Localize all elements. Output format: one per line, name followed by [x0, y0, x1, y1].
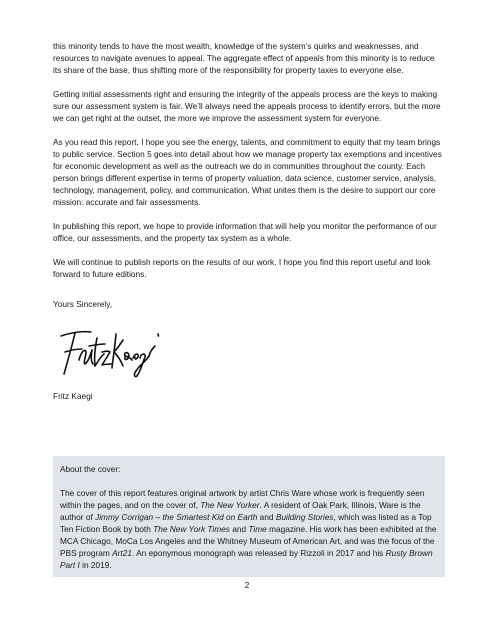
- cover-text-segment: Time: [248, 524, 267, 534]
- cover-text-segment: The New Yorker: [200, 500, 260, 510]
- cover-box-text: [60, 487, 437, 571]
- about-the-cover-box: [53, 456, 445, 577]
- cover-box-title: About the cover:: [60, 464, 121, 474]
- letter-body: [53, 40, 445, 402]
- cover-text-segment: . A resident of Oak Park, Illinois, Ware is the author of: [60, 500, 421, 522]
- cover-text-segment: magazine. His work has been exhibited at the MCA Chicago, MoCa Los Angeles and the Whitney Museum of American Art, and was the focus of the PBS program: [60, 524, 437, 558]
- cover-text-segment: The New York Times: [153, 524, 230, 534]
- cover-text-segment: The cover of this report features original artwork by artist Chris Ware whose work is frequently seen within the pages, and on the cover of,: [60, 488, 425, 510]
- body-paragraph: this minority tends to have the most wealth, knowledge of the system’s quirks and weaknesses, and resources to navigate avenues to appeal. The aggregate effect of appeals from this minority is to reduce its share of the base, thus shifting more of the responsibility for property taxes to everyone else.: [53, 41, 435, 75]
- cover-text-segment: Jimmy Corrigan – the Smartest Kid on Earth: [95, 512, 258, 522]
- cover-text-segment: . An eponymous monograph was released by Rizzoli in 2017 and his: [131, 548, 386, 558]
- cover-text-segment: Art21: [112, 548, 132, 558]
- closing-salutation: Yours Sincerely,: [53, 299, 113, 309]
- cover-text-segment: and: [229, 524, 249, 534]
- body-paragraph: Getting initial assessments right and ensuring the integrity of the appeals process are the keys to making sure our assessment system is fair. We’ll always need the appeals process to identify errors, but the more we can get right at the outset, the more we improve the assessment system for everyone.: [53, 89, 441, 123]
- handwritten-signature: [55, 322, 165, 378]
- body-paragraph: In publishing this report, we hope to provide information that will help you monitor the performance of our office, our assessments, and the property tax system as a whole.: [53, 221, 437, 243]
- cover-text-segment: , which was listed as a Top Ten Fiction Book by both: [60, 512, 432, 534]
- signer-name: Fritz Kaegi: [53, 391, 93, 401]
- cover-text-segment: in 2019.: [79, 560, 112, 570]
- body-paragraph: We will continue to publish reports on the results of our work. I hope you find this report useful and look forward to future editions.: [53, 257, 431, 279]
- cover-text-segment: Rusty Brown Part I: [60, 548, 433, 570]
- page-number: 2: [244, 580, 250, 590]
- cover-text-segment: and: [257, 512, 276, 522]
- body-paragraph: As you read this report, I hope you see the energy, talents, and commitment to equity that my team brings to public service. Section 5 goes into detail about how we manage property tax exemptions and incentives for economic development as well as the outreach we do in communities throughout the county. Each person brings different expertise in terms of property valuation, data science, customer service, analysis, technology, management, policy, and communication. What unites them is the desire to support our core mission: accurate and fair assessments.: [53, 137, 442, 207]
- cover-text-segment: Building Stories: [275, 512, 334, 522]
